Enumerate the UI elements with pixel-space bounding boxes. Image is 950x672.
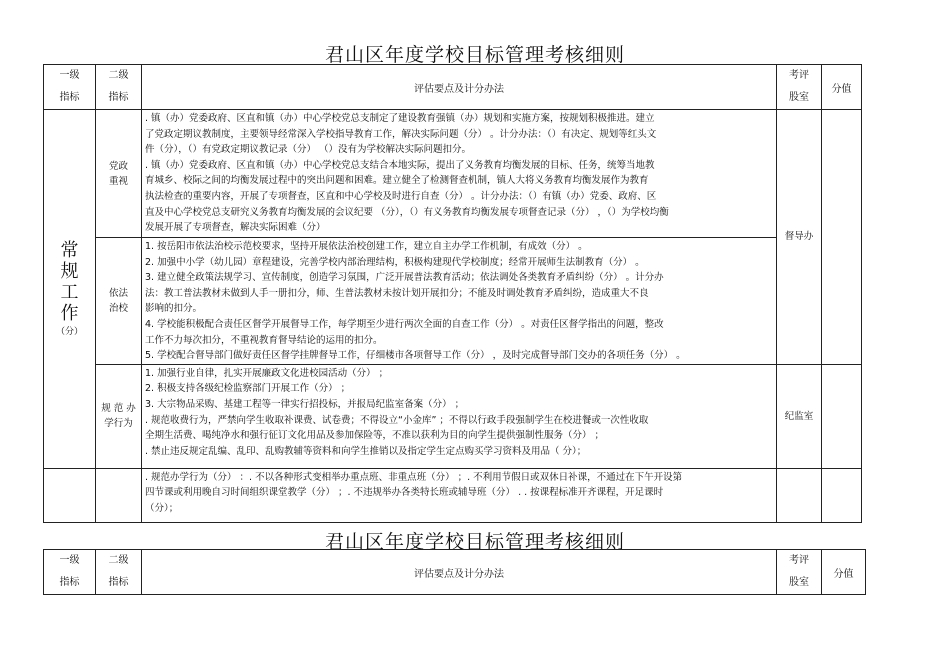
criteria-line: 四节课或利用晚自习时间组织课堂教学（分） ；. 不违规举办各类特长班或辅导班（分） . . 按课程标准开齐课程，开足课时 [145, 487, 664, 499]
second-level-cell [96, 110, 142, 238]
criteria-line: 法：教工普法教材未做到人手一册扣分，师、生普法教材未按计划开展扣分；不能及时调处教育矛盾纠纷，造成重大不良 [145, 287, 649, 299]
criteria-line: 5. 学校配合督导部门做好责任区督学挂牌督导工作，仔细楼市各项督导工作（分） ，及时完成督导部门交办的各项任务（分） 。 [145, 350, 686, 362]
table-row [44, 468, 862, 522]
criteria-line: （分）； [145, 502, 179, 514]
header-first-level-line2: 指标 [59, 92, 80, 103]
header-score: 分值 [822, 65, 862, 110]
criteria-line: . 规范收费行为，严禁向学生收取补课费、试卷费；不得设立“小金库” ；不得以行政手段强制学生在校进餐或一次性收取 [145, 414, 649, 426]
header-criteria: 评估要点及计分办法 [142, 65, 777, 110]
header-first-level [44, 550, 96, 595]
header-department-line2: 股室 [789, 92, 809, 103]
header-score: 分值 [822, 550, 866, 595]
first-level-char: 工 [60, 282, 79, 304]
header-first-level-line2: 指标 [59, 577, 80, 588]
header-department-line1: 考评 [789, 70, 809, 81]
criteria-cell [142, 110, 777, 238]
table-row [44, 364, 862, 468]
criteria-line: 1. 按岳阳市依法治校示范校要求，坚持开展依法治校创建工作，建立自主办学工作机制，有成效（分） 。 [145, 241, 588, 252]
second-level-cell [96, 364, 142, 468]
table-header-row [44, 65, 862, 110]
second-level-label: 党政 [108, 160, 128, 172]
header-second-level [96, 550, 142, 595]
criteria-cell [142, 238, 777, 365]
criteria-line: 3. 建立健全政策法规学习、宣传制度，创造学习氛围，广泛开展普法教育活动；依法调处各类教育矛盾纠纷（分） 。计分办 [145, 272, 664, 284]
criteria-line: . 镇（办）党委政府、区直和镇（办）中心学校党总支结合本地实际，提出了义务教育均衡发展的目标、任务，统筹当地教 [145, 159, 655, 171]
table-row [44, 110, 862, 238]
header-second-level-line2: 指标 [108, 577, 129, 588]
criteria-line: 2. 加强中小学（幼儿园）章程建设，完善学校内部治理结构，积极构建现代学校制度；经常开展师生法制教育（分） 。 [145, 256, 645, 268]
table-row [44, 238, 862, 365]
score-cell-empty [822, 468, 862, 522]
header-first-level-line1: 一级 [59, 70, 80, 81]
page-title-repeat: 君山区年度学校目标管理考核细则 [324, 531, 625, 553]
criteria-line: . 镇（办）党委政府、区直和镇（办）中心学校党总支制定了建设教育强镇（办）规划和实施方案，按规划积极推进。建立 [145, 113, 655, 124]
score-cell [822, 364, 862, 468]
header-first-level [44, 65, 96, 110]
criteria-cell [142, 468, 777, 522]
criteria-line: 4. 学校能积极配合责任区督学开展督导工作，每学期至少进行两次全面的自查工作（分） 。对责任区督学指出的问题，整改 [145, 318, 664, 330]
criteria-line: 执法检查的重要内容，开展了专项督查，区直和中心学校及时进行自查（分） 。计分办法：（）有镇（办）党委、政府、区 [145, 190, 657, 202]
header-department-line2: 股室 [789, 577, 809, 588]
header-second-level-line1: 二级 [108, 70, 129, 81]
criteria-line: 件（分），（）有党政定期议教记录（分） （）没有为学校解决实际问题扣分。 [145, 144, 472, 156]
table-header-row [44, 550, 866, 595]
criteria-line: . 规范办学行为（分） ：. 不以各种形式变相举办重点班、非重点班（分） ；. 不利用节假日或双休日补课，不通过在下午开设第 [145, 471, 683, 483]
header-second-level-line1: 二级 [108, 555, 129, 566]
first-level-cell-empty [44, 468, 96, 522]
assessment-table-repeat-header [43, 549, 866, 595]
criteria-line: . 禁止违反规定乱编、乱印、乱购教辅等资料和向学生推销以及指定学生定点购买学习资料及用品（ 分）； [145, 445, 587, 457]
second-level-label: 重视 [108, 175, 128, 187]
page-title: 君山区年度学校目标管理考核细则 [324, 44, 625, 66]
header-department [777, 550, 822, 595]
department-cell: 纪监室 [777, 364, 822, 468]
second-level-label: 依法 [108, 287, 128, 299]
header-second-level [96, 65, 142, 110]
criteria-line: 直及中心学校党总支研究义务教育均衡发展的会议纪要 （分），（）有义务教育均衡发展专项督查记录（分） ，（）为学校均衡 [145, 206, 669, 218]
criteria-line: 2. 积极支持各级纪检监察部门开展工作（分） ； [145, 383, 351, 395]
first-level-char: 常 [60, 240, 79, 262]
first-level-score: （分） [55, 327, 83, 338]
criteria-line: 影响的扣分。 [145, 303, 203, 315]
second-level-label: 学行为 [104, 418, 133, 430]
header-criteria: 评估要点及计分办法 [142, 550, 777, 595]
second-level-label: 规 范 办 [101, 403, 136, 415]
criteria-cell [142, 364, 777, 468]
criteria-line: 全期生活费、喝纯净水和强行征订文化用品及参加保险等，不准以获利为目的向学生提供强制性服务（分） ； [145, 430, 605, 442]
header-first-level-line1: 一级 [59, 555, 80, 566]
header-department-line1: 考评 [789, 555, 809, 566]
second-level-label: 治校 [108, 302, 128, 314]
department-cell-empty [777, 468, 822, 522]
criteria-line: 发展开展了专项督查，解决实际困难（分） [145, 222, 326, 234]
department-cell: 督导办 [777, 110, 822, 365]
first-level-char: 规 [60, 261, 79, 283]
header-department [777, 65, 822, 110]
first-level-char: 作 [60, 303, 79, 325]
criteria-line: 育城乡、校际之间的均衡发展过程中的突出问题和困难。建立健全了检测督查机制，镇人大将义务教育均衡发展作为教育 [145, 175, 649, 187]
header-second-level-line2: 指标 [108, 92, 129, 103]
criteria-line: 1. 加强行业自律，扎实开展廉政文化进校园活动（分） ； [145, 367, 389, 379]
score-cell [822, 110, 862, 365]
first-level-cell [44, 110, 96, 469]
assessment-table [43, 64, 862, 523]
second-level-cell-empty [96, 468, 142, 522]
criteria-line: 3. 大宗物品采购、基建工程等一律实行招投标，并报局纪监室备案（分） ； [145, 398, 465, 410]
second-level-cell [96, 238, 142, 365]
criteria-line: 了党政定期议教制度，主要领导经常深入学校指导教育工作，解决实际问题（分） 。计分办法：（）有决定、规划等红头文 [145, 128, 657, 140]
criteria-line: 工作不力每次扣分，不重视教育督导结论的运用的扣分。 [145, 334, 383, 346]
